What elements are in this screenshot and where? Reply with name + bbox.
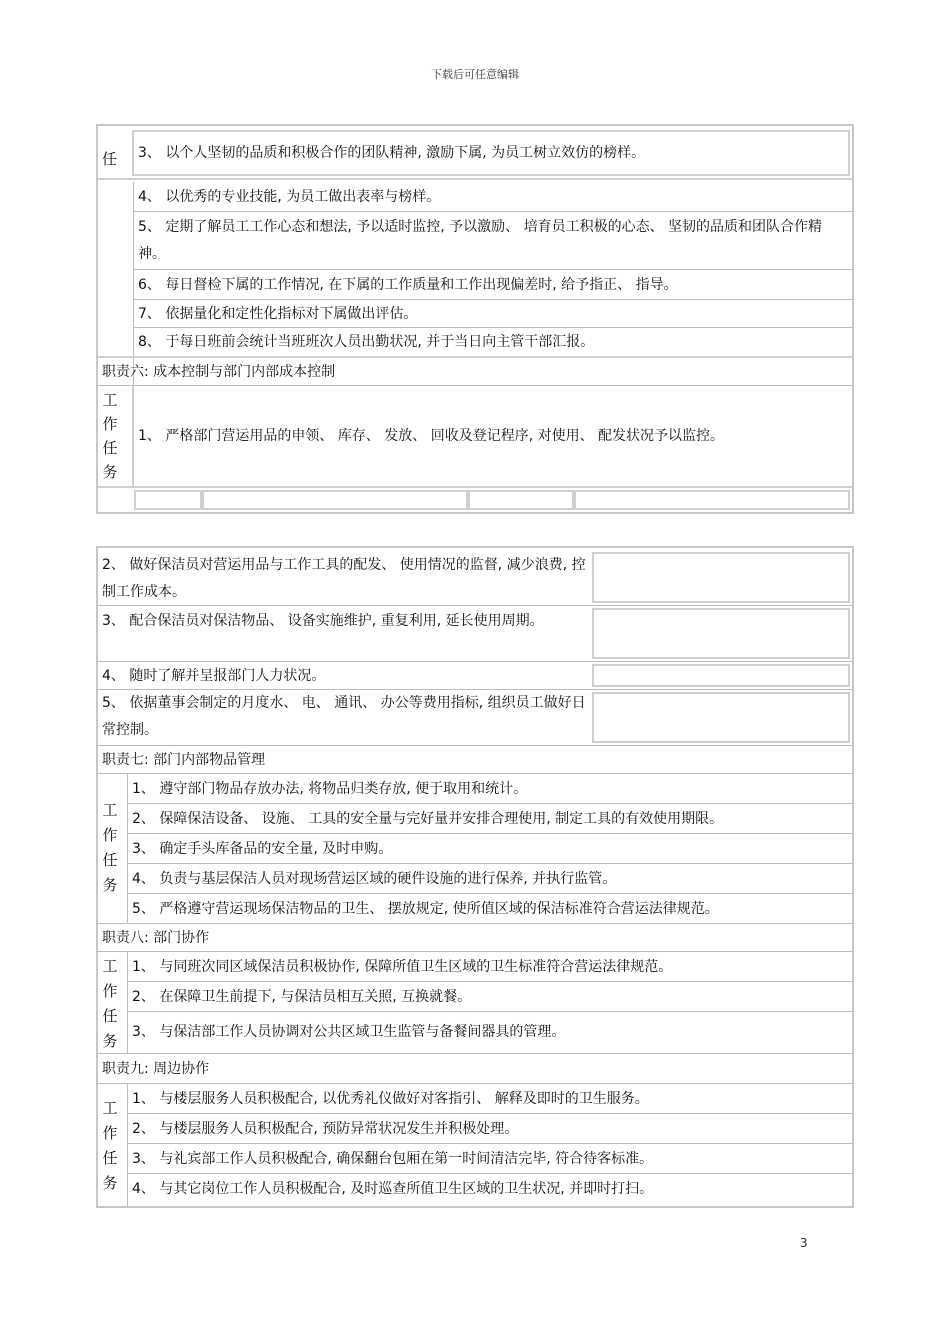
duty-title-row	[98, 356, 852, 386]
task-cell: 6、 每日督检下属的工作情况, 在下属的工作质量和工作出现偏差时, 给予指正、 指导。	[138, 277, 678, 293]
table-row	[128, 982, 852, 1012]
task-cell: 3、 与礼宾部工作人员积极配合, 确保翻台包厢在第一时间清洁完毕, 符合待客标准。	[132, 1151, 654, 1167]
task-cell: 1、 与同班次同区域保洁员积极协作, 保障所值卫生区域的卫生标准符合营运法律规范。	[132, 959, 673, 975]
table-row	[128, 1144, 852, 1174]
duty-8-title: 职责八: 部门协作	[102, 930, 210, 946]
task-cell: 4、 负责与基层保洁人员对现场营运区域的硬件设施的进行保养, 并执行监管。	[132, 871, 617, 887]
duty-table-2	[96, 546, 854, 1208]
page-header: 下载后可任意编辑	[431, 68, 519, 81]
label-char: 务	[102, 876, 118, 894]
label-char: 工	[102, 801, 118, 819]
table-row	[128, 774, 852, 804]
empty-cell	[468, 490, 574, 510]
duty-6-title: 职责六: 成本控制与部门内部成本控制	[102, 364, 336, 380]
empty-cell	[574, 490, 850, 510]
label-char: 作	[102, 415, 118, 433]
table-row	[128, 1114, 852, 1144]
task-cell: 3、 配合保洁员对保洁物品、 设备实施维护, 重复利用, 延长使用周期。	[102, 613, 544, 629]
page-number: 3	[800, 1236, 808, 1250]
duty-9-title: 职责九: 周边协作	[102, 1061, 210, 1077]
label-char: 工	[102, 1099, 118, 1117]
table-row	[134, 270, 852, 300]
label-char: 务	[102, 1174, 118, 1192]
task-cell: 4、 与其它岗位工作人员积极配合, 及时巡查所值卫生区域的卫生状况, 并即时打扫。	[132, 1181, 654, 1197]
task-cell: 1、 严格部门营运用品的申领、 库存、 发放、 回收及登记程序, 对使用、 配发状况予以监控。	[138, 427, 725, 444]
label-char: 任	[102, 1007, 118, 1025]
table-row	[98, 386, 852, 488]
table-row	[128, 894, 852, 924]
task-cell: 3、 以个人坚韧的品质和积极合作的团队精神, 激励下属, 为员工树立效仿的榜样。	[132, 130, 850, 176]
table-row	[134, 182, 852, 212]
table-row	[128, 864, 852, 894]
label-char: 作	[102, 982, 118, 1000]
work-task-label	[98, 386, 134, 486]
label-char: 务	[102, 1032, 118, 1050]
duty-table-1	[96, 124, 854, 514]
task-cell: 2、 与楼层服务人员积极配合, 预防异常状况发生并积极处理。	[132, 1121, 519, 1137]
work-task-label	[98, 952, 128, 1054]
task-cell: 3、 确定手头库备品的安全量, 及时申购。	[132, 841, 393, 857]
duty-title-row	[98, 1054, 852, 1084]
table-row	[128, 834, 852, 864]
table-row	[98, 690, 852, 746]
label-char: 务	[102, 463, 118, 481]
table-row	[128, 1174, 852, 1204]
empty-cell	[134, 490, 202, 510]
task-cell: 2、 保障保洁设备、 设施、 工具的安全量与完好量并安排合理使用, 制定工具的有效使用期限。	[132, 811, 724, 827]
duty-7-title: 职责七: 部门内部物品管理	[102, 752, 266, 768]
table-row	[98, 606, 852, 662]
duty-title-row	[98, 924, 852, 952]
empty-cell	[592, 608, 850, 659]
task-cell: 5、 严格遵守营运现场保洁物品的卫生、 摆放规定, 使所值区域的保洁标准符合营运法律规范。	[132, 901, 719, 917]
label-char: 工	[102, 957, 118, 975]
task-cell: 5、 依据董事会制定的月度水、 电、 通讯、 办公等费用指标, 组织员工做好日常控制。	[102, 695, 586, 738]
table-row	[128, 1012, 852, 1054]
table-row	[128, 1084, 852, 1114]
table-row	[128, 952, 852, 982]
table-row	[134, 212, 852, 270]
empty-cell	[592, 692, 850, 743]
empty-cell	[592, 664, 850, 687]
empty-cell	[202, 490, 468, 510]
continued-label: 任	[102, 150, 118, 168]
duty-title-row	[98, 746, 852, 774]
work-task-label	[98, 774, 128, 924]
table-row	[98, 662, 852, 690]
work-task-label	[98, 1084, 128, 1206]
task-cell: 1、 遵守部门物品存放办法, 将物品归类存放, 便于取用和统计。	[132, 781, 528, 797]
label-char: 工	[102, 391, 118, 409]
label-char: 任	[102, 851, 118, 869]
empty-cell	[592, 552, 850, 603]
task-cell: 4、 随时了解并呈报部门人力状况。	[102, 668, 326, 684]
table-row	[134, 300, 852, 328]
table-row	[98, 550, 852, 606]
task-cell: 2、 在保障卫生前提下, 与保洁员相互关照, 互换就餐。	[132, 989, 472, 1005]
label-char: 作	[102, 826, 118, 844]
label-char: 任	[102, 439, 118, 457]
task-cell: 2、 做好保洁员对营运用品与工作工具的配发、 使用情况的监督, 减少浪费, 控制工作成本。	[102, 557, 586, 600]
table-row	[134, 328, 852, 356]
table-row	[128, 804, 852, 834]
task-cell: 4、 以优秀的专业技能, 为员工做出表率与榜样。	[138, 189, 441, 205]
task-cell: 5、 定期了解员工工作心态和想法, 予以适时监控, 予以激励、 培育员工积极的心态、 坚韧的品质和团队合作精神。	[138, 219, 823, 262]
label-char: 任	[102, 1149, 118, 1167]
empty-row	[98, 488, 852, 512]
task-cell: 8、 于每日班前会统计当班班次人员出勤状况, 并于当日向主管干部汇报。	[138, 334, 595, 350]
label-char: 作	[102, 1124, 118, 1142]
task-cell: 3、 与保洁部工作人员协调对公共区域卫生监管与备餐间器具的管理。	[132, 1024, 566, 1040]
task-cell: 7、 依据量化和定性化指标对下属做出评估。	[138, 306, 418, 322]
table-row	[98, 128, 852, 180]
task-cell: 1、 与楼层服务人员积极配合, 以优秀礼仪做好对客指引、 解释及即时的卫生服务。	[132, 1091, 649, 1107]
